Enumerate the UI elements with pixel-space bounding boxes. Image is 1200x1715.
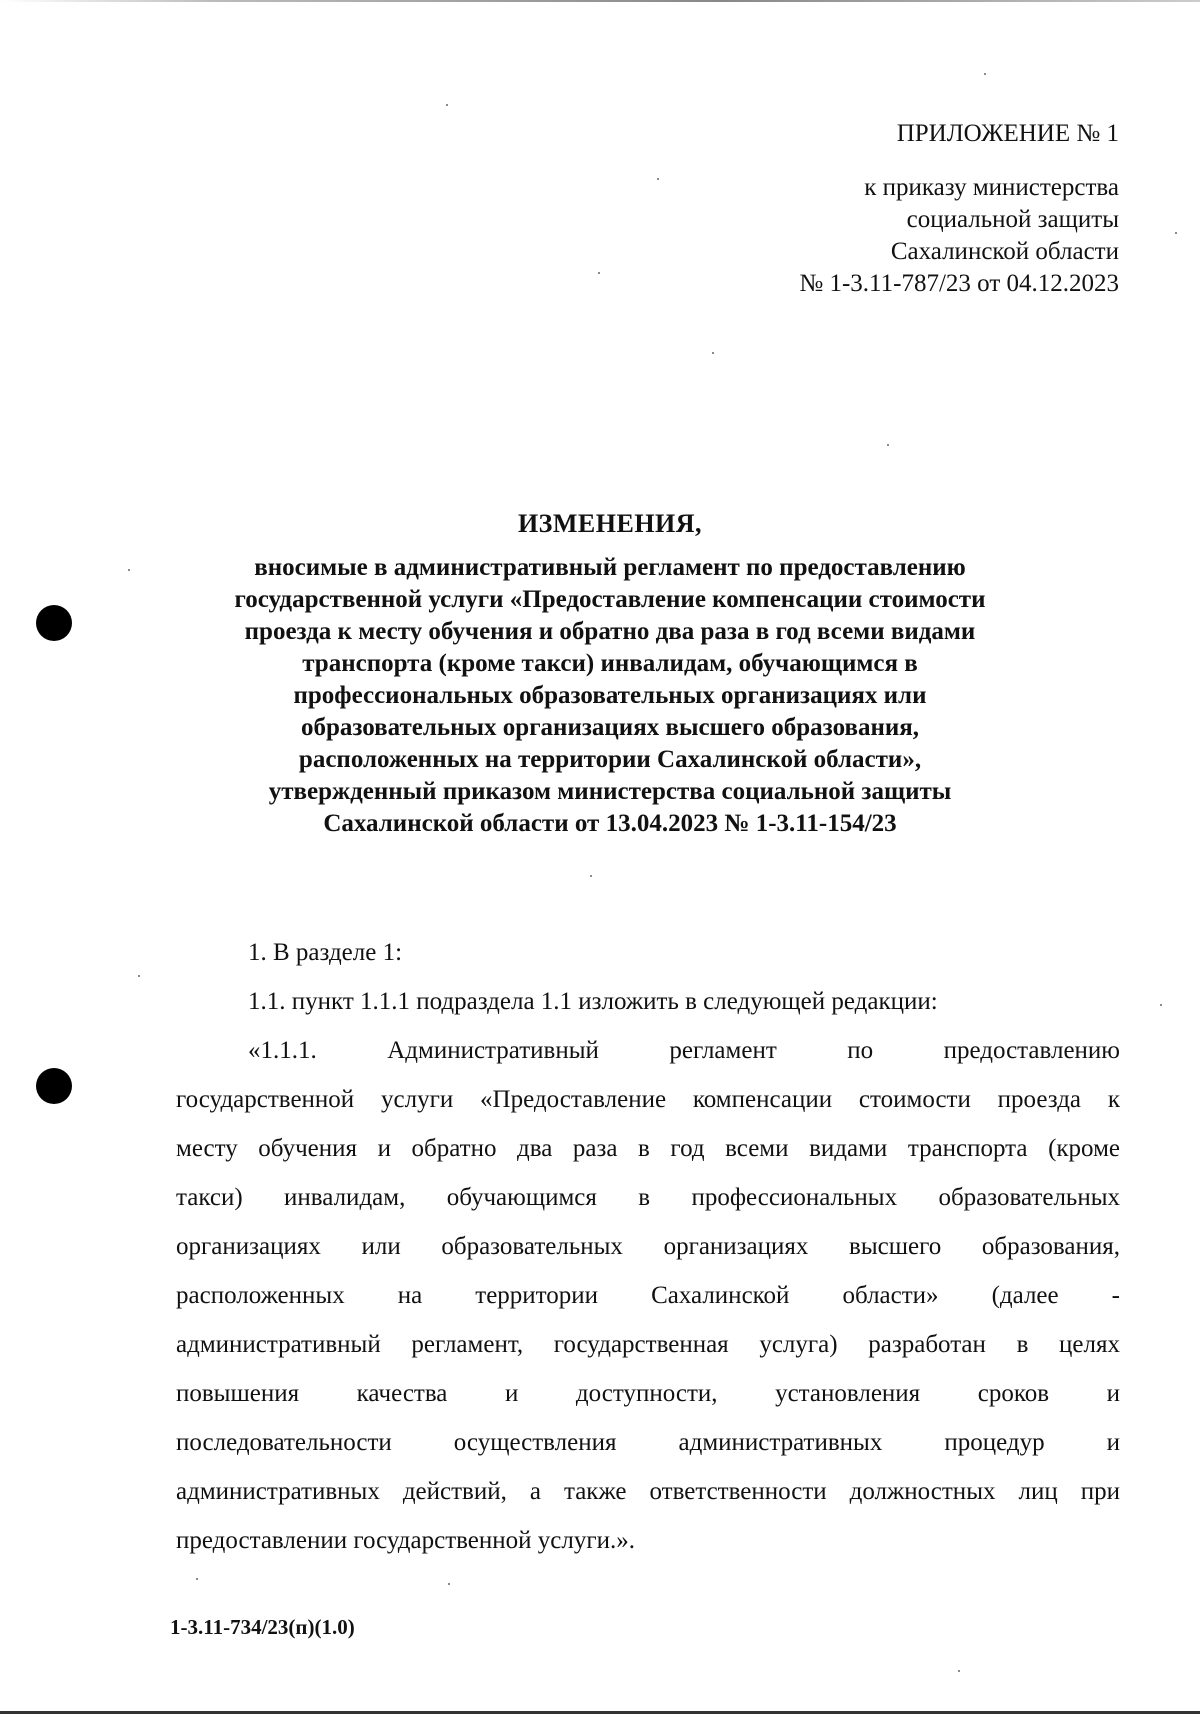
body-item-1-1: 1.1. пункт 1.1.1 подраздела 1.1 изложить в следующей редакции:	[248, 988, 938, 1015]
heading-line: Сахалинской области от 13.04.2023 № 1-3.11-154/23	[323, 810, 897, 837]
punch-hole-icon	[36, 605, 72, 641]
heading-line: образовательных организациях высшего образования,	[300, 714, 920, 741]
quote-line: такси) инвалидам, обучающимся в профессиональных образовательных	[176, 1184, 1120, 1211]
scan-speck	[138, 975, 140, 977]
scan-speck	[712, 352, 714, 354]
attachment-line: Сахалинской области	[890, 238, 1119, 265]
attachment-title: ПРИЛОЖЕНИЕ № 1	[896, 120, 1119, 147]
scan-speck	[446, 104, 448, 106]
body-item-1: 1. В разделе 1:	[248, 939, 403, 966]
heading-line: утвержденный приказом министерства социальной защиты	[268, 778, 952, 805]
scan-speck	[887, 444, 889, 446]
scan-edge-bottom	[0, 1711, 1200, 1714]
scan-edge-top	[0, 0, 1200, 2]
quote-line: повышения качества и доступности, установления сроков и	[176, 1380, 1120, 1407]
attachment-line: № 1-3.11-787/23 от 04.12.2023	[799, 270, 1119, 297]
quote-line: административный регламент, государственная услуга) разработан в целях	[176, 1331, 1120, 1358]
attachment-line: к приказу министерства	[864, 174, 1119, 201]
scan-speck	[128, 569, 130, 571]
scan-speck	[196, 1578, 198, 1580]
heading-line: расположенных на территории Сахалинской области»,	[298, 746, 922, 773]
quote-line: организациях или образовательных организациях высшего образования,	[176, 1233, 1120, 1260]
quote-line: месту обучения и обратно два раза в год всеми видами транспорта (кроме	[176, 1135, 1120, 1162]
quote-last-line: предоставлении государственной услуги.».	[176, 1527, 635, 1554]
document-heading	[220, 508, 1000, 840]
heading-line: вносимые в административный регламент по предоставлению	[254, 554, 966, 581]
attachment-block	[559, 118, 1119, 300]
quote-line: административных действий, а также ответственности должностных лиц при	[176, 1478, 1120, 1505]
scan-speck	[590, 875, 592, 877]
scan-speck	[448, 1583, 450, 1585]
document-body	[176, 928, 1120, 1565]
scan-speck	[1160, 1004, 1162, 1006]
quote-line: «1.1.1. Административный регламент по предоставлению	[248, 1037, 1120, 1064]
heading-title: ИЗМЕНЕНИЯ,	[517, 509, 703, 538]
quote-line: последовательности осуществления административных процедур и	[176, 1429, 1120, 1456]
attachment-line: социальной защиты	[906, 206, 1119, 233]
heading-line: транспорта (кроме такси) инвалидам, обучающимся в	[302, 650, 918, 677]
quote-line: расположенных на территории Сахалинской области» (далее -	[176, 1282, 1120, 1309]
footer-document-code: 1-3.11-734/23(п)(1.0)	[170, 1615, 355, 1639]
heading-line: проезда к месту обучения и обратно два раза в год всеми видами	[244, 618, 976, 645]
heading-line: профессиональных образовательных организациях или	[293, 682, 927, 709]
scan-speck	[958, 1670, 960, 1672]
quote-line: государственной услуги «Предоставление компенсации стоимости проезда к	[176, 1086, 1120, 1113]
punch-hole-icon	[36, 1068, 72, 1104]
heading-line: государственной услуги «Предоставление компенсации стоимости	[234, 586, 986, 613]
scan-speck	[984, 73, 986, 75]
scan-speck	[1175, 232, 1177, 234]
